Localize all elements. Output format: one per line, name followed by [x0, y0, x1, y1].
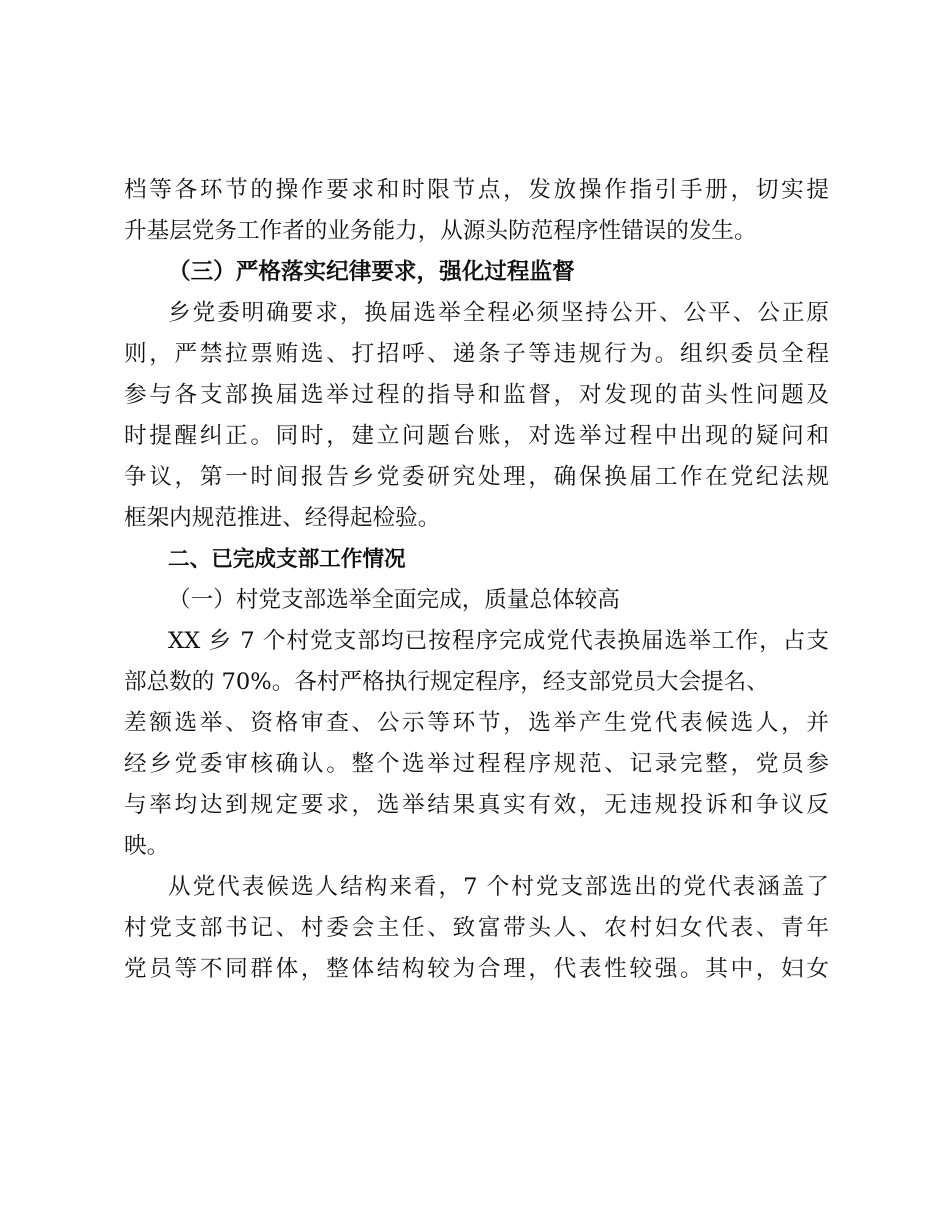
body-text-line: 村党支部书记、村委会主任、致富带头人、农村妇女代表、青年	[124, 915, 829, 941]
document-body	[124, 170, 829, 990]
body-text-line: 参与各支部换届选举过程的指导和监督，对发现的苗头性问题及	[124, 382, 829, 408]
section-heading-completed-work: 二、已完成支部工作情况	[168, 547, 406, 572]
body-text-line: 经乡党委审核确认。整个选举过程程序规范、记录完整，党员参	[124, 751, 829, 777]
body-text-line: 与率均达到规定要求，选举结果真实有效，无违规投诉和争议反	[124, 792, 829, 818]
body-text-line: XX 乡 7 个村党支部均已按程序完成党代表换届选举工作，占支	[168, 628, 829, 654]
body-text-line: 乡党委明确要求，换届选举全程必须坚持公开、公平、公正原	[168, 300, 829, 326]
body-text-line: 档等各环节的操作要求和时限节点，发放操作指引手册，切实提	[124, 177, 829, 203]
subheading-village-elections: （一）村党支部选举全面完成，质量总体较高	[168, 587, 620, 613]
body-text-line: 部总数的 70%。各村严格执行规定程序，经支部党员大会提名、	[124, 669, 769, 695]
body-text-line: 映。	[124, 833, 170, 859]
body-text-line: 从党代表候选人结构来看，7 个村党支部选出的党代表涵盖了	[168, 874, 829, 900]
body-text-line: 升基层党务工作者的业务能力，从源头防范程序性错误的发生。	[124, 218, 757, 244]
body-text-line: 框架内规范推进、经得起检验。	[124, 505, 441, 531]
body-text-line: 争议，第一时间报告乡党委研究处理，确保换届工作在党纪法规	[124, 464, 829, 490]
body-text-line: 党员等不同群体，整体结构较为合理，代表性较强。其中，妇女	[124, 956, 829, 982]
subheading-discipline: （三）严格落实纪律要求，强化过程监督	[168, 259, 575, 285]
body-text-line: 则，严禁拉票贿选、打招呼、递条子等违规行为。组织委员全程	[124, 341, 829, 367]
body-text-line: 时提醒纠正。同时，建立问题台账，对选举过程中出现的疑问和	[124, 423, 829, 449]
body-text-line: 差额选举、资格审查、公示等环节，选举产生党代表候选人，并	[124, 710, 829, 736]
